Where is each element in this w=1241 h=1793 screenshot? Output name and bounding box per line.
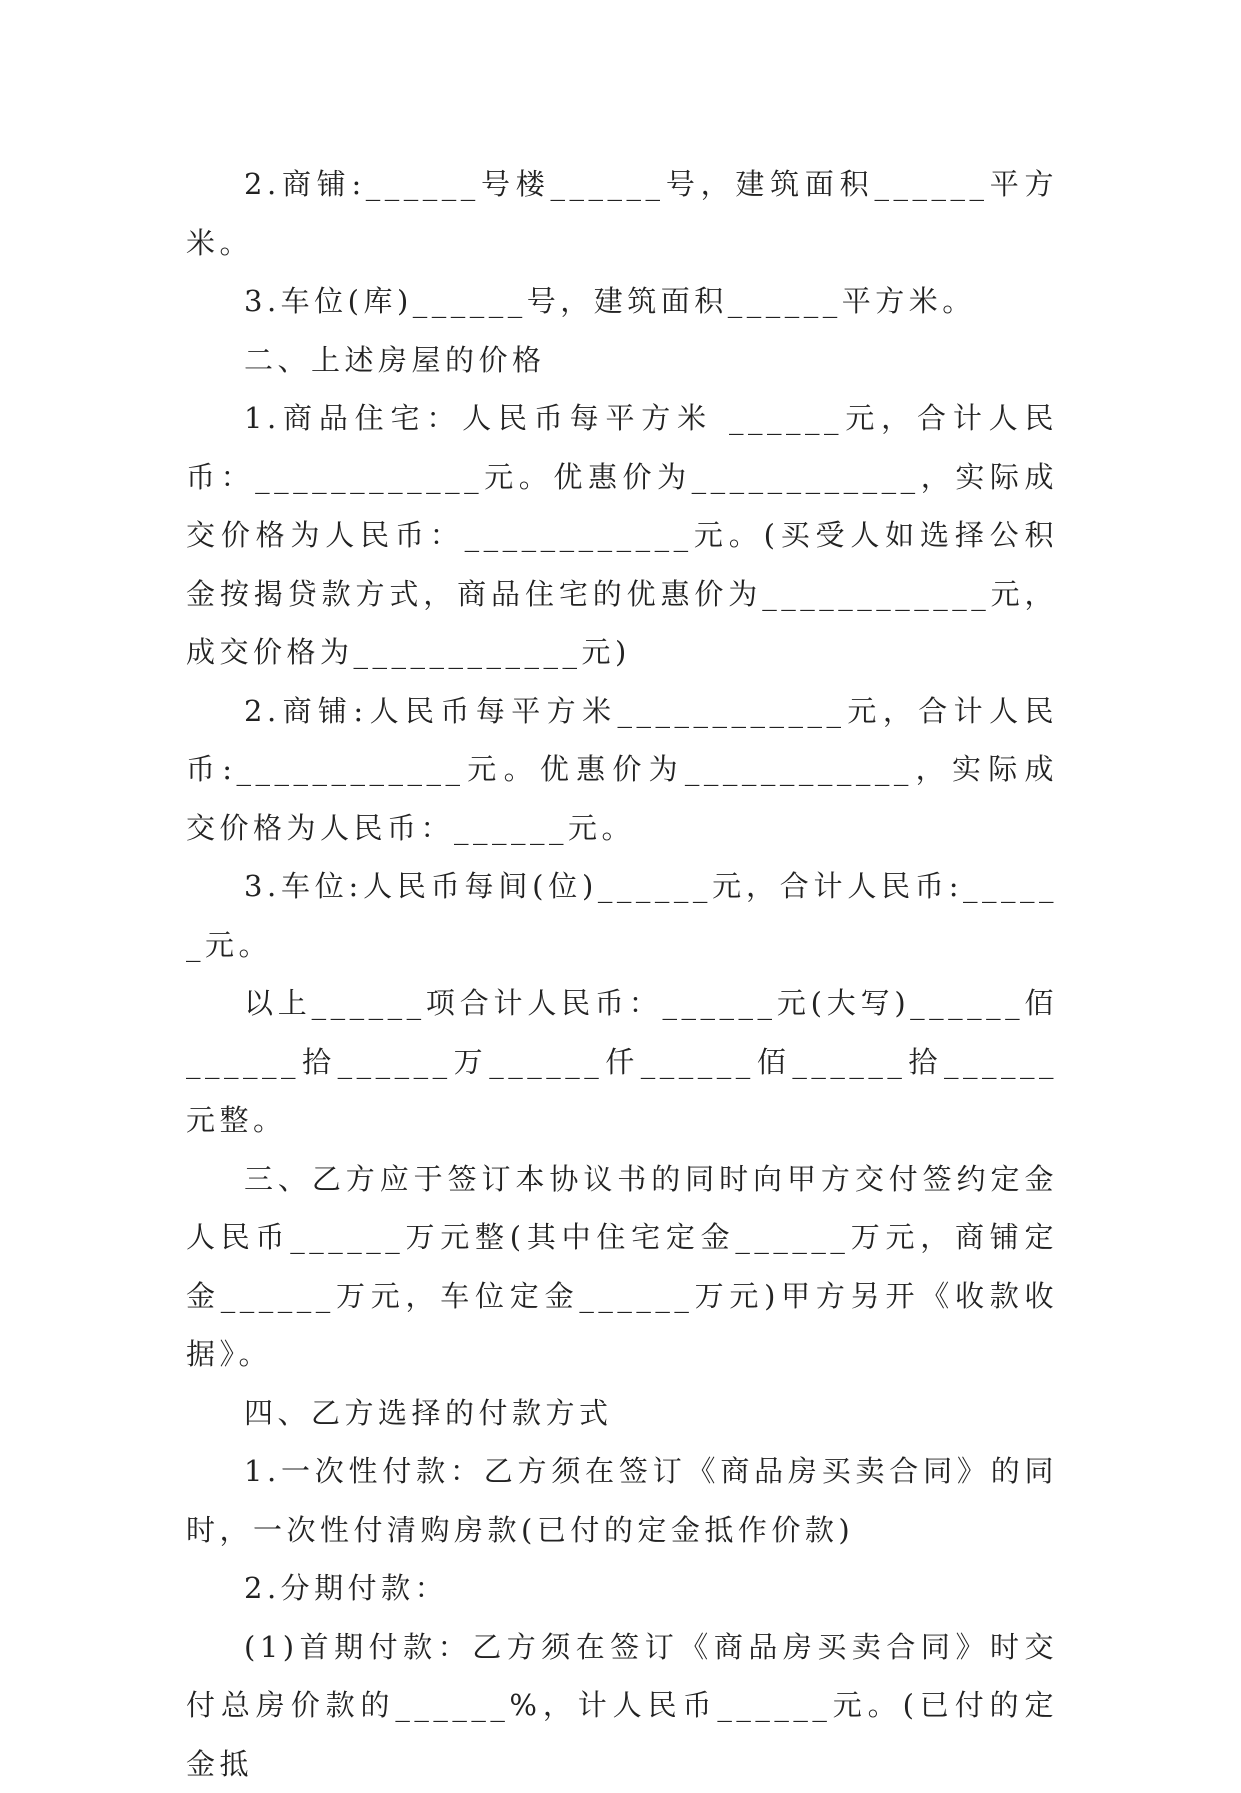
paragraph-shop-area: 2.商铺:______号楼______号，建筑面积______平方米。	[186, 155, 1058, 272]
paragraph-installment-heading: 2.分期付款：	[186, 1559, 1058, 1618]
paragraph-total-price: 以上______项合计人民币：______元(大写)______佰______拾______万______仟______佰______拾______元整。	[186, 974, 1058, 1150]
paragraph-parking-area: 3.车位(库)______号，建筑面积______平方米。	[186, 272, 1058, 331]
section-deposit: 三、乙方应于签订本协议书的同时向甲方交付签约定金人民币______万元整(其中住宅定金______万元，商铺定金______万元，车位定金______万元)甲方另开《收款收据》。	[186, 1150, 1058, 1384]
paragraph-residence-price: 1.商品住宅：人民币每平方米 ______元，合计人民币：____________元。优惠价为____________，实际成交价格为人民币：____________元。(买受人如选择公积金按揭贷款方式，商品住宅的优惠价为____________元，成交价格为____________元)	[186, 389, 1058, 682]
section-heading-payment: 四、乙方选择的付款方式	[186, 1384, 1058, 1443]
paragraph-down-payment: (1)首期付款：乙方须在签订《商品房买卖合同》时交付总房价款的______%，计人民币______元。(已付的定金抵	[186, 1618, 1058, 1793]
document-body	[186, 155, 1058, 1793]
paragraph-parking-price: 3.车位:人民币每间(位)______元，合计人民币:______元。	[186, 857, 1058, 974]
section-heading-price: 二、上述房屋的价格	[186, 331, 1058, 390]
paragraph-shop-price: 2.商铺:人民币每平方米____________元，合计人民币:____________元。优惠价为____________，实际成交价格为人民币：______元。	[186, 682, 1058, 858]
paragraph-lump-sum-payment: 1.一次性付款：乙方须在签订《商品房买卖合同》的同时，一次性付清购房款(已付的定金抵作价款)	[186, 1442, 1058, 1559]
